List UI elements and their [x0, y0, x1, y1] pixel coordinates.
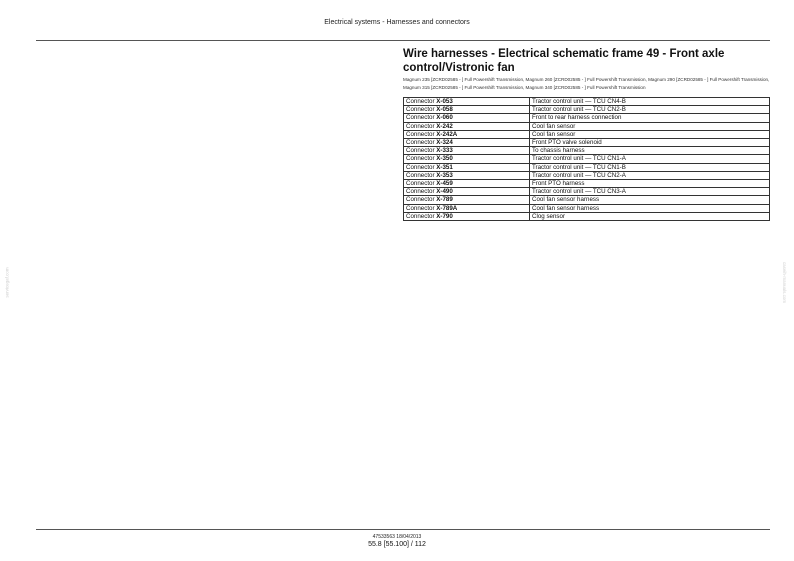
connector-code: X-490: [436, 188, 453, 196]
connector-cell: [404, 98, 530, 106]
header-divider: [36, 40, 770, 41]
footer-divider: [36, 529, 770, 530]
connector-cell: [404, 196, 530, 204]
connector-code: X-060: [436, 114, 453, 122]
connector-code: X-459: [436, 180, 453, 188]
table-row: [404, 171, 770, 179]
connector-description: Cool fan sensor harness: [530, 204, 770, 212]
connector-table: [403, 97, 770, 221]
connector-cell: [404, 212, 530, 220]
connector-code: X-333: [436, 147, 453, 155]
connector-description: Tractor control unit — TCU CN2-B: [530, 106, 770, 114]
connector-prefix: Connector: [406, 171, 437, 179]
connector-cell: [404, 147, 530, 155]
table-row: [404, 130, 770, 138]
connector-cell: [404, 180, 530, 188]
connector-description: Tractor control unit — TCU CN2-A: [530, 171, 770, 179]
table-row: [404, 106, 770, 114]
connector-code: X-789A: [436, 204, 458, 212]
page-reference: 55.8 [55.100] / 112: [368, 541, 426, 548]
connector-description: Cool fan sensor harness: [530, 196, 770, 204]
connector-prefix: Connector: [406, 139, 437, 147]
connector-description: Front PTO valve solenoid: [530, 139, 770, 147]
table-row: [404, 155, 770, 163]
page-title: Wire harnesses - Electrical schematic frame 49 - Front axle control/Vistronic fan: [403, 48, 725, 74]
connector-prefix: Connector: [406, 212, 437, 220]
connector-prefix: Connector: [406, 155, 437, 163]
connector-prefix: Connector: [406, 130, 437, 138]
connector-description: Tractor control unit — TCU CN4-B: [530, 98, 770, 106]
connector-code: X-324: [436, 139, 453, 147]
table-row: [404, 180, 770, 188]
document-code: 47533563 18/04/2013: [372, 534, 422, 540]
connector-code: X-351: [436, 163, 453, 171]
table-row: [404, 114, 770, 122]
connector-code: X-242A: [436, 130, 458, 138]
table-row: [404, 122, 770, 130]
connector-description: Tractor control unit — TCU CN1-A: [530, 155, 770, 163]
table-row: [404, 212, 770, 220]
connector-cell: [404, 204, 530, 212]
connector-code: X-790: [436, 212, 453, 220]
connector-description: Cool fan sensor: [530, 130, 770, 138]
table-row: [404, 163, 770, 171]
connector-prefix: Connector: [406, 98, 437, 105]
connector-description: Cool fan sensor: [530, 122, 770, 130]
connector-description: Clog sensor: [530, 212, 770, 220]
table-row: [404, 98, 770, 106]
connector-prefix: Connector: [406, 122, 437, 130]
connector-code: X-350: [436, 155, 453, 163]
connector-cell: [404, 139, 530, 147]
connector-description: To chassis harness: [530, 147, 770, 155]
connector-description: Front PTO harness: [530, 180, 770, 188]
table-row: [404, 204, 770, 212]
side-watermark-right: caseih-manuals.com: [782, 261, 788, 304]
connector-code: X-353: [436, 171, 453, 179]
connector-cell: [404, 106, 530, 114]
connector-cell: [404, 171, 530, 179]
connector-description: Front to rear harness connection: [530, 114, 770, 122]
connector-description: Tractor control unit — TCU CN3-A: [530, 188, 770, 196]
table-row: [404, 147, 770, 155]
connector-cell: [404, 122, 530, 130]
connector-prefix: Connector: [406, 180, 437, 188]
connector-cell: [404, 155, 530, 163]
connector-cell: [404, 163, 530, 171]
table-row: [404, 196, 770, 204]
connector-cell: [404, 188, 530, 196]
connector-prefix: Connector: [406, 147, 437, 155]
table-row: [404, 188, 770, 196]
table-row: [404, 139, 770, 147]
connector-prefix: Connector: [406, 196, 437, 204]
connector-prefix: Connector: [406, 163, 437, 171]
applicability-text: Magnum 235 [ZCRD02585 - ] Full Powershift Transmission, Magnum 260 [ZCRD02585 - ] Full Powershift Transmission, Magnum 290 [ZCRD02585 - ] Full Powershift Transmission, Magnum 315 [ZCRD02585 - ] Full Powershift Transmission, Magnum 340 [ZCRD02585 - ] Full Powershift Transmission: [403, 77, 770, 90]
connector-prefix: Connector: [406, 188, 437, 196]
connector-code: X-789: [436, 196, 453, 204]
connector-code: X-053: [436, 98, 453, 105]
connector-prefix: Connector: [406, 114, 437, 122]
connector-prefix: Connector: [406, 204, 437, 212]
side-watermark-left: servicegaf.com: [4, 267, 10, 298]
connector-cell: [404, 130, 530, 138]
connector-prefix: Connector: [406, 106, 437, 114]
connector-code: X-058: [436, 106, 453, 114]
connector-description: Tractor control unit — TCU CN1-B: [530, 163, 770, 171]
section-header: Electrical systems - Harnesses and connectors: [324, 19, 470, 26]
connector-code: X-242: [436, 122, 453, 130]
connector-cell: [404, 114, 530, 122]
